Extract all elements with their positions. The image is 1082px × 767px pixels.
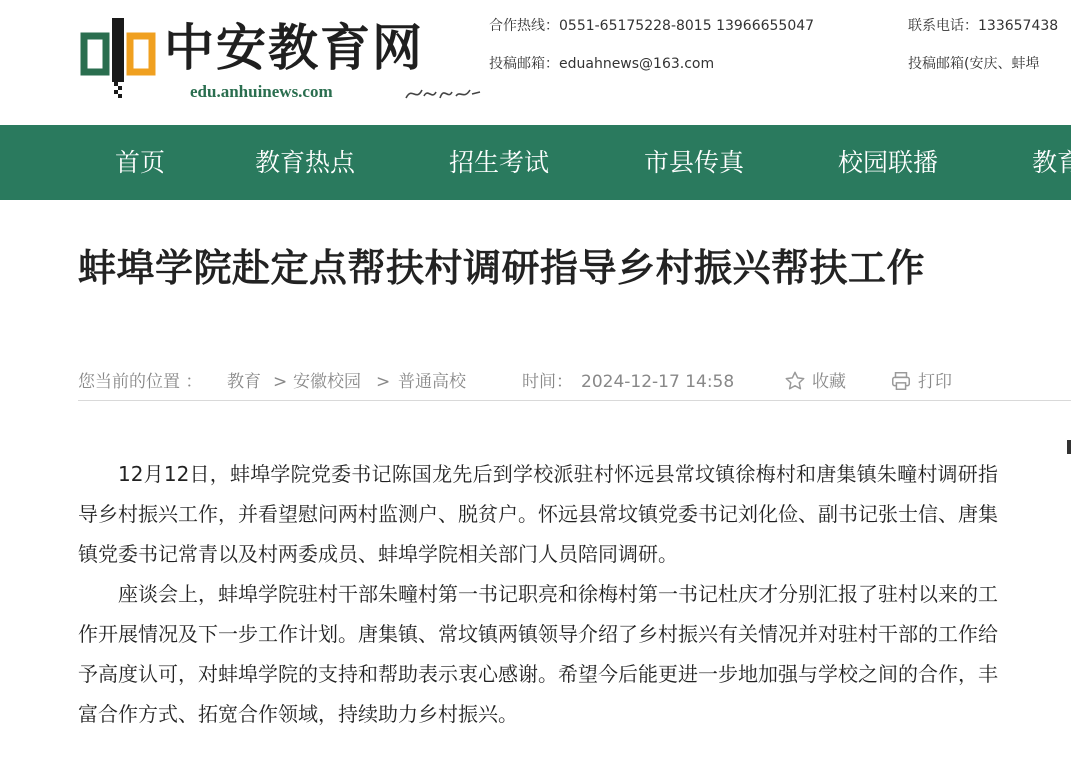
contact-phone: 联系电话：133657438 [908, 18, 1059, 34]
nav-item-campus[interactable]: 校园联播 [838, 148, 939, 177]
logo-icon[interactable] [82, 18, 154, 98]
breadcrumb-anhui-campus[interactable]: 安徽校园 [293, 372, 361, 392]
main-nav [0, 125, 1082, 200]
star-icon [784, 370, 806, 392]
submission-email: 投稿邮箱：eduahnews@163.com [489, 56, 715, 72]
side-widget-edge[interactable] [1067, 440, 1071, 454]
article-paragraph: 12月12日，蚌埠学院党委书记陈国龙先后到学校派驻村怀远县常坟镇徐梅村和唐集镇朱疃村调研指导乡村振兴工作，并看望慰问两村监测户、脱贫户。怀远县常坟镇党委书记刘化俭、副书记张士信、唐集镇党委书记常青以及村两委成员、蚌埠学院相关部门人员陪同调研。 [78, 462, 998, 566]
meta-divider [78, 400, 1071, 401]
hotline: 合作热线：0551-65175228-8015 13966655047 [489, 18, 815, 34]
nav-item-home[interactable]: 首页 [115, 148, 166, 177]
favorite-label: 收藏 [812, 372, 846, 392]
article-paragraph: 座谈会上，蚌埠学院驻村干部朱疃村第一书记职亮和徐梅村第一书记杜庆才分别汇报了驻村以来的工作开展情况及下一步工作计划。唐集镇、常坟镇两镇领导介绍了乡村振兴有关情况并对驻村干部的工作给予高度认可，对蚌埠学院的支持和帮助表示衷心感谢。希望今后能更进一步地加强与学校之间的合作，丰富合作方式、拓宽合作领域，持续助力乡村振兴。 [78, 582, 998, 726]
breadcrumb-prefix: 您当前的位置 ： [78, 372, 203, 392]
nav-item-county-news[interactable]: 市县传真 [644, 148, 745, 177]
time-label: 时间： [522, 372, 573, 392]
publish-time: 2024-12-17 14:58 [581, 372, 735, 392]
signature-mark [404, 82, 484, 104]
article-title: 蚌埠学院赴定点帮扶村调研指导乡村振兴帮扶工作 [78, 246, 926, 290]
nav-item-education-hot[interactable]: 教育热点 [255, 148, 356, 177]
regional-submission-email: 投稿邮箱(安庆、蚌埠 [908, 56, 1040, 72]
article-body [78, 454, 998, 734]
breadcrumb-separator: > [376, 372, 391, 392]
print-label: 打印 [918, 372, 952, 392]
printer-icon [890, 370, 912, 392]
logo-url[interactable]: edu.anhuinews.com [190, 82, 333, 101]
logo-text[interactable]: 中安教育网 [164, 18, 424, 77]
breadcrumb-universities[interactable]: 普通高校 [398, 372, 466, 392]
site-header [0, 0, 1071, 125]
nav-item-education[interactable]: 教育 [1032, 148, 1082, 177]
article-meta [78, 368, 1071, 396]
print-button[interactable] [890, 368, 960, 396]
nav-item-admissions[interactable]: 招生考试 [449, 148, 550, 177]
favorite-button[interactable] [784, 368, 854, 396]
breadcrumb-education[interactable]: 教育 [227, 372, 261, 392]
breadcrumb-separator: > [273, 372, 288, 392]
